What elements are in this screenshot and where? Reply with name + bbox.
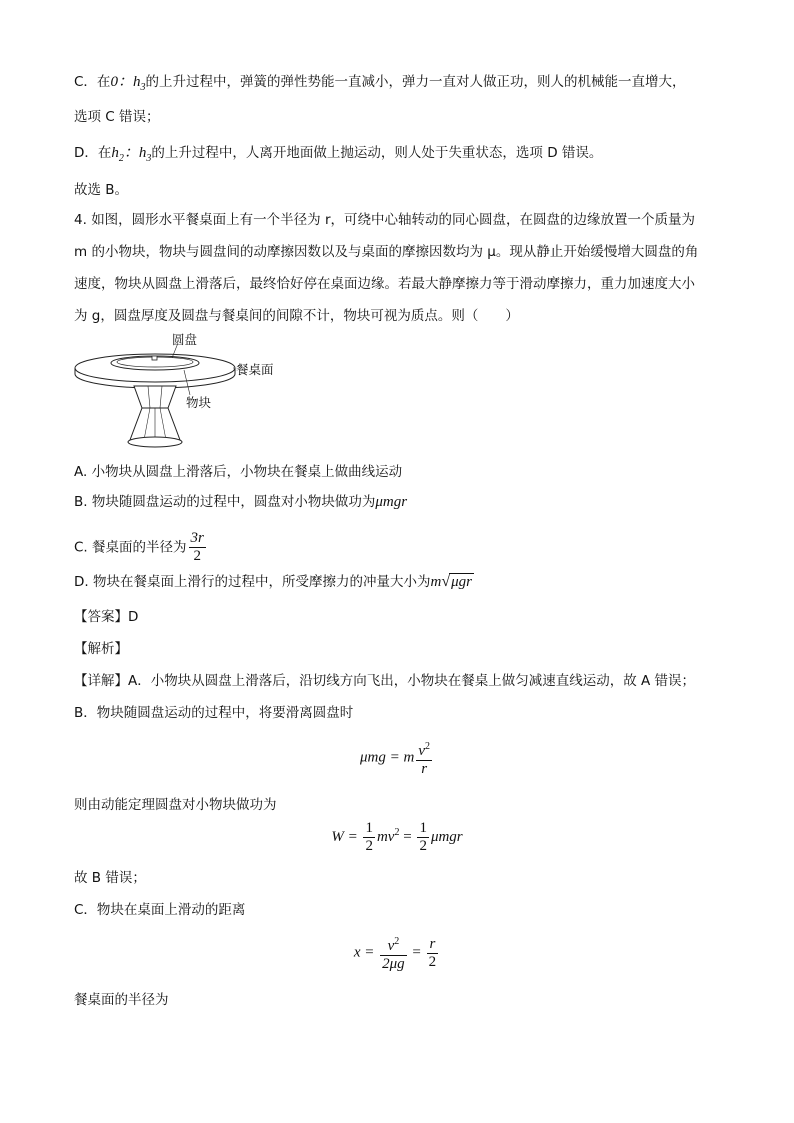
option-c: C. 餐桌面的半径为 $\frac{3r}{2}$ — [74, 530, 204, 564]
detail-c-intro: C．物块在桌面上滑动的距离 — [74, 902, 246, 918]
equation-2: W = $\frac{1}{2}$ $mv^2$ = $\frac{1}{2}$ μmgr — [331, 820, 463, 854]
range-math: 0：$h_3$ — [110, 74, 146, 93]
answer-label: 【答案】D — [74, 609, 139, 625]
question-line-4: 为 g，圆盘厚度及圆盘与餐桌间的间隙不计，物块可视为质点。则（ ） — [74, 308, 519, 324]
analysis-label: 【解析】 — [74, 641, 128, 657]
question-line-2: m 的小物块，物块与圆盘间的动摩擦因数以及与桌面的摩擦因数均为 μ。现从静止开始缓慢增大圆盘的角 — [74, 244, 699, 260]
label-disk: 圆盘 — [172, 332, 198, 347]
option-d: D. 物块在餐桌面上滑行的过程中，所受摩擦力的冲量大小为m√μgr — [74, 573, 472, 590]
question-line-3: 速度，物块从圆盘上滑落后，最终恰好停在桌面边缘。若最大静摩擦力等于滑动摩擦力，重力加速度大小 — [74, 276, 695, 292]
detail-b-conclusion: 故 B 错误； — [74, 870, 146, 886]
option-b: B. 物块随圆盘运动的过程中，圆盘对小物块做功为μmgr — [74, 494, 408, 510]
option-a: A. 小物块从圆盘上滑落后，小物块在餐桌上做曲线运动 — [74, 464, 403, 480]
equation-1: μmg = m $\frac{v^2}{r}$ — [0, 738, 794, 778]
fraction-3r-2: $\frac{3r}{2}$ — [190, 530, 204, 564]
solution-conclusion: 故选 B。 — [74, 182, 129, 198]
range-math: $h_2$：$h_3$ — [111, 145, 152, 164]
label-table: 餐桌面 — [236, 362, 274, 377]
table-figure — [70, 330, 290, 455]
equation-3: x = $\frac{v^2}{2\mu g}$ = $\frac{r}{2}$ — [0, 933, 794, 973]
rotating-table-diagram — [70, 330, 290, 455]
detail-b-intro: B．物块随圆盘运动的过程中，将要滑离圆盘时 — [74, 705, 354, 721]
solution-line-c: C．在0：$h_3$的上升过程中，弹簧的弹性势能一直减小，弹力一直对人做正功，则人的机械能一直增大， — [74, 74, 686, 93]
solution-line-d: D．在$h_2$：$h_3$的上升过程中，人离开地面做上抛运动，则人处于失重状态，选项 D 错误。 — [74, 145, 603, 164]
label-block: 物块 — [186, 395, 212, 410]
detail-b-work: 则由动能定理圆盘对小物块做功为 — [74, 797, 277, 813]
detail-c-radius: 餐桌面的半径为 — [74, 992, 169, 1008]
detail-a: 【详解】A．小物块从圆盘上滑落后，沿切线方向飞出，小物块在餐桌上做匀减速直线运动，故 A 错误； — [74, 673, 696, 689]
question-line-1: 4. 如图，圆形水平餐桌面上有一个半径为 r，可绕中心轴转动的同心圆盘，在圆盘的边缘放置一个质量为 — [74, 212, 696, 228]
solution-line-c-cont: 选项 C 错误； — [74, 109, 160, 125]
